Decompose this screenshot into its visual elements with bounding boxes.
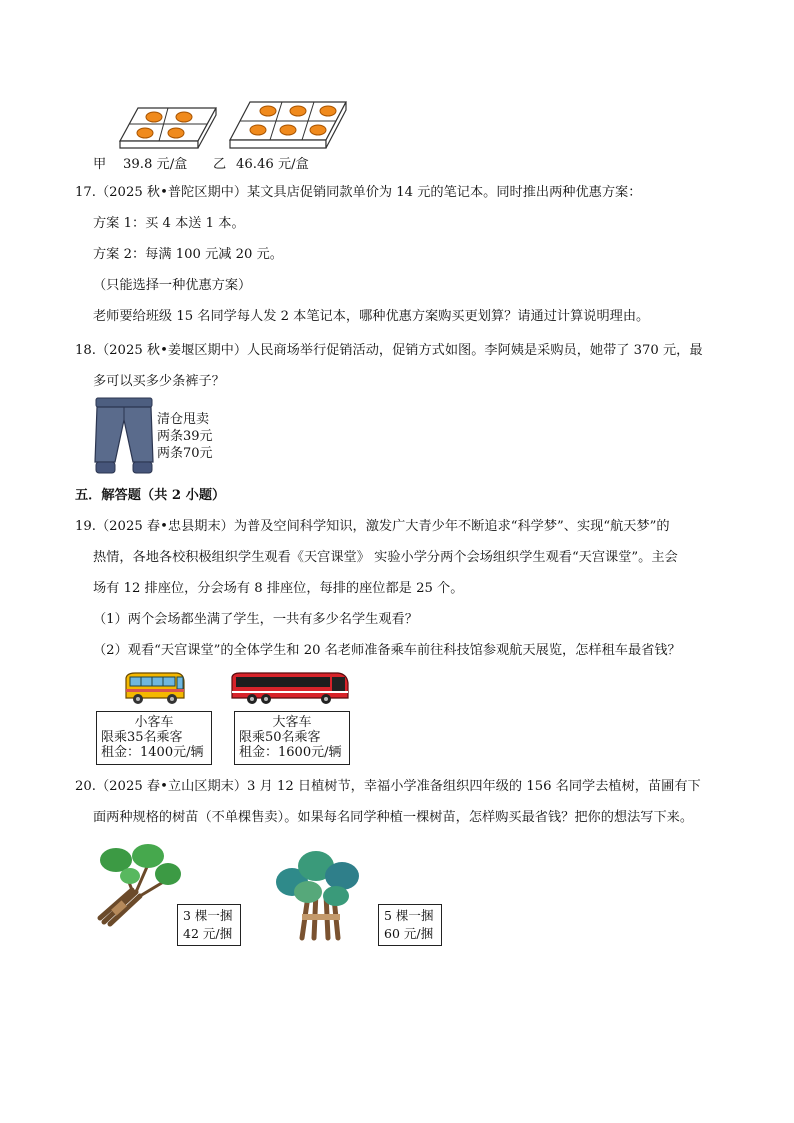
trousers-price-sign (157, 411, 213, 462)
sign-line-1: 清仓甩卖 (157, 412, 210, 427)
question-19-text-line-3: 场有 12 排座位，分会场有 8 排座位，每排的座位都是 25 个。 (93, 581, 464, 596)
question-18-text-line-2: 多可以买多少条裤子？ (93, 374, 225, 389)
question-19-sub-1: （1）两个会场都坐满了学生，一共有多少名学生观看？ (93, 612, 418, 627)
bread-box-yi-illustration (228, 99, 348, 153)
sign-line-3: 两条70元 (157, 446, 213, 461)
box-jia-price: 39.8 元/盒 (123, 157, 188, 172)
box-yi-label: 乙 (213, 157, 227, 172)
section-5-title: 五．解答题（共 2 小题） (75, 488, 226, 503)
bundle-b-price: 60 元/捆 (384, 926, 434, 941)
bundle-b-count: 5 棵一捆 (384, 908, 434, 923)
box-jia-label: 甲 (93, 157, 107, 172)
question-19-text-line-1: 19.（2025 春•忠县期末）为普及空间科学知识，激发广大青少年不断追求“科学梦”、实现“航天梦”的 (75, 519, 670, 534)
question-17-question: 老师要给班级 15 名同学每人发 2 本笔记本，哪种优惠方案购买更划算？请通过计算说明理由。 (93, 309, 650, 324)
large-bus-name: 大客车 (272, 715, 312, 730)
small-bus-capacity: 限乘35名乘客 (101, 730, 183, 745)
question-19-text-line-2: 热情，各地各校积极组织学生观看《天宫课堂》 实验小学分两个会场组织学生观看“天宫课堂”。主会 (93, 550, 678, 565)
large-bus-rent: 租金：1600元/辆 (239, 745, 342, 760)
bundle-a-price: 42 元/捆 (183, 926, 233, 941)
small-bus-illustration (123, 670, 187, 708)
question-17-text: 17.（2025 秋•普陀区期中）某文具店促销同款单价为 14 元的笔记本。同时推出两种优惠方案： (75, 185, 642, 200)
large-bus-info-card (234, 711, 350, 765)
question-18-text-line-1: 18.（2025 秋•姜堰区期中）人民商场举行促销活动，促销方式如图。李阿姨是采购员，她带了 370 元，最 (75, 343, 703, 358)
question-17-plan-2: 方案 2：每满 100 元减 20 元。 (93, 247, 283, 262)
question-17-plan-1: 方案 1：买 4 本送 1 本。 (93, 216, 245, 231)
bundle-a-price-card (177, 904, 241, 946)
sign-line-2: 两条39元 (157, 429, 213, 444)
sapling-bundle-a-illustration (92, 840, 182, 930)
small-bus-name: 小客车 (134, 715, 174, 730)
sapling-bundle-b-illustration (272, 848, 364, 942)
large-bus-capacity: 限乘50名乘客 (239, 730, 321, 745)
bundle-a-count: 3 棵一捆 (183, 908, 233, 923)
box-yi-price: 46.46 元/盒 (236, 157, 309, 172)
trousers-illustration (93, 396, 155, 476)
question-17-note: （只能选择一种优惠方案） (93, 278, 252, 293)
bundle-b-price-card (378, 904, 442, 946)
small-bus-info-card (96, 711, 212, 765)
question-20-text-line-2: 面两种规格的树苗（不单棵售卖）。如果每名同学种植一棵树苗，怎样购买最省钱？把你的想法写下来。 (93, 810, 694, 825)
bread-box-jia-illustration (118, 103, 218, 153)
question-20-text-line-1: 20.（2025 春•立山区期末）3 月 12 日植树节，幸福小学准备组织四年级的 156 名同学去植树，苗圃有下 (75, 779, 701, 794)
question-19-sub-2: （2）观看“天宫课堂”的全体学生和 20 名老师准备乘车前往科技馆参观航天展览，怎样租车最省钱？ (93, 643, 681, 658)
small-bus-rent: 租金：1400元/辆 (101, 745, 204, 760)
large-bus-illustration (230, 671, 350, 707)
